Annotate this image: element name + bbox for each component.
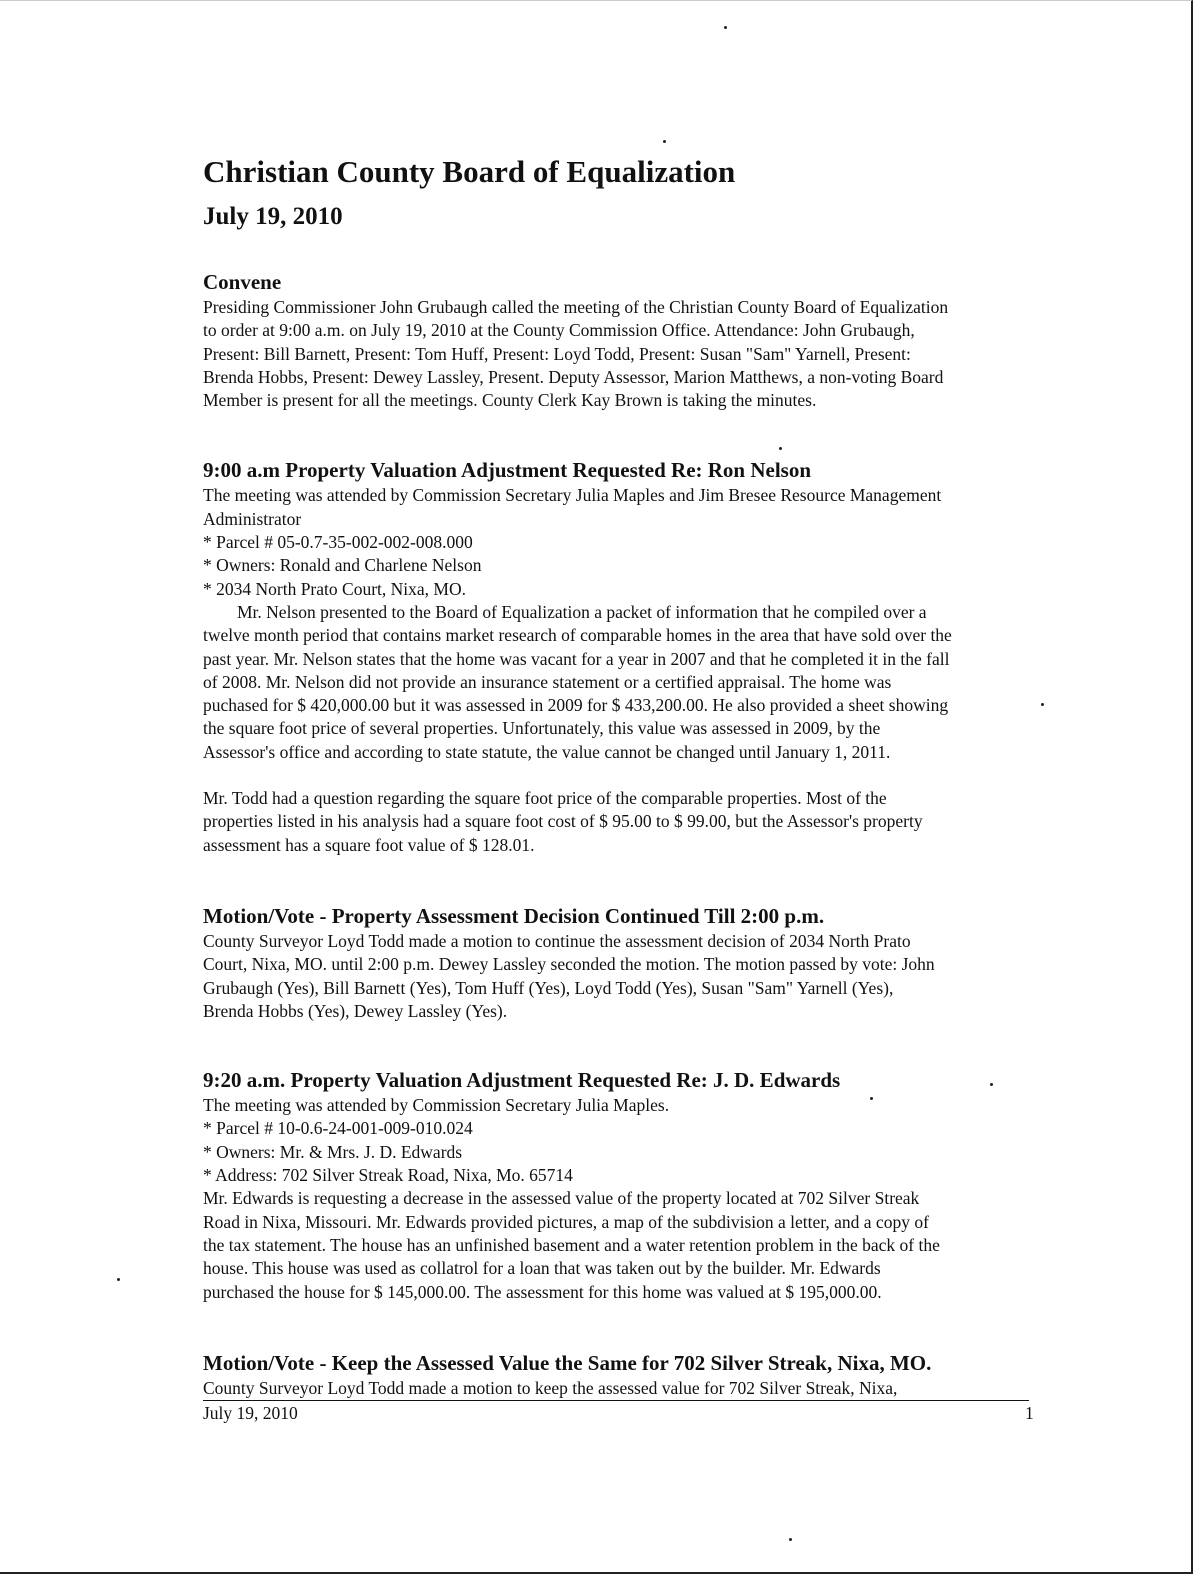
bullet-address: * 2034 North Prato Court, Nixa, MO.	[203, 578, 466, 599]
document-title: Christian County Board of Equalization	[203, 154, 736, 189]
section-intro: The meeting was attended by Commission Secretary Julia Maples and Jim Bresee Resource Management Administrator	[203, 485, 942, 529]
footer-rule	[203, 1400, 1029, 1401]
section-heading: 9:00 a.m Property Valuation Adjustment Requested Re: Ron Nelson	[203, 458, 812, 483]
scan-speck	[789, 1538, 792, 1541]
bullet-owners: * Owners: Mr. & Mrs. J. D. Edwards	[203, 1141, 463, 1162]
bullet-parcel: * Parcel # 05-0.7-35-002-002-008.000	[203, 532, 473, 553]
section-heading: 9:20 a.m. Property Valuation Adjustment Requested Re: J. D. Edwards	[203, 1068, 841, 1093]
scan-speck	[724, 26, 727, 29]
section-nelson	[203, 457, 1063, 856]
section-edwards	[203, 1067, 1063, 1304]
section-body: Mr. Nelson presented to the Board of Equalization a packet of information that he compiled over a twelve month period that contains market research of comparable homes in the area that have sold over the past year. Mr. Nelson states that the home was vacant for a year in 2007 and that he completed it in the fall of 2008. Mr. Nelson did not provide an insurance statement or a certified appraisal. The home was puchased for $ 420,000.00 but it was assessed in 2009 for $ 433,200.00. He also provided a sheet showing the square foot price of several properties. Unfortunately, this value was assessed in 2009, by the Assessor's office and according to state statute, the value cannot be changed until January 1, 2011.	[203, 601, 952, 762]
bullet-parcel: * Parcel # 10-0.6-24-001-009-010.024	[203, 1118, 473, 1139]
section-motion-keep-value	[203, 1350, 1063, 1400]
document-date: July 19, 2010	[203, 203, 343, 230]
section-motion-continue	[203, 903, 1063, 1023]
bullet-address: * Address: 702 Silver Streak Road, Nixa, Mo. 65714	[203, 1165, 573, 1186]
section-convene	[203, 269, 1063, 412]
scan-speck	[663, 140, 666, 143]
section-body: Mr. Edwards is requesting a decrease in the assessed value of the property located at 702 Silver Streak Road in Nixa, Missouri. Mr. Edwards provided pictures, a map of the subdivision a letter, and a copy of the tax statement. The house has an unfinished basement and a water retention problem in the back of the house. This house was used as collatrol for a loan that was taken out by the builder. Mr. Edwards purchased the house for $ 145,000.00. The assessment for this home was valued at $ 195,000.00.	[203, 1188, 940, 1302]
section-body: Mr. Todd had a question regarding the square foot price of the comparable properties. Most of the properties listed in his analysis had a square foot cost of $ 95.00 to $ 99.00, but the Assessor's property assessment has a square foot value of $ 128.01.	[203, 788, 923, 855]
section-heading: Motion/Vote - Property Assessment Decision Continued Till 2:00 p.m.	[203, 903, 825, 928]
bullet-owners: * Owners: Ronald and Charlene Nelson	[203, 555, 482, 576]
page-number: 1	[1025, 1403, 1034, 1423]
section-intro: The meeting was attended by Commission Secretary Julia Maples.	[203, 1095, 670, 1116]
section-heading: Motion/Vote - Keep the Assessed Value the Same for 702 Silver Streak, Nixa, MO.	[203, 1350, 932, 1375]
section-heading: Convene	[203, 270, 282, 294]
section-body: County Surveyor Loyd Todd made a motion to keep the assessed value for 702 Silver Streak, Nixa,	[203, 1377, 898, 1398]
scan-speck	[117, 1278, 120, 1281]
document-body	[203, 152, 1063, 1400]
footer-date: July 19, 2010	[203, 1403, 298, 1423]
section-body: County Surveyor Loyd Todd made a motion to continue the assessment decision of 2034 North Prato Court, Nixa, MO. until 2:00 p.m. Dewey Lassley seconded the motion. The motion passed by vote: John Grubaugh (Yes), Bill Barnett (Yes), Tom Huff (Yes), Loyd Todd (Yes), Susan "Sam" Yarnell (Yes), Brenda Hobbs (Yes), Dewey Lassley (Yes).	[203, 930, 935, 1021]
section-body: Presiding Commissioner John Grubaugh called the meeting of the Christian County Board of Equalization to order at 9:00 a.m. on July 19, 2010 at the County Commission Office. Attendance: John Grubaugh, Present: Bill Barnett, Present: Tom Huff, Present: Loyd Todd, Present: Susan "Sam" Yarnell, Present: Brenda Hobbs, Present: Dewey Lassley, Present. Deputy Assessor, Marion Matthews, a non-voting Board Member is present for all the meetings. County Clerk Kay Brown is taking the minutes.	[203, 297, 949, 411]
